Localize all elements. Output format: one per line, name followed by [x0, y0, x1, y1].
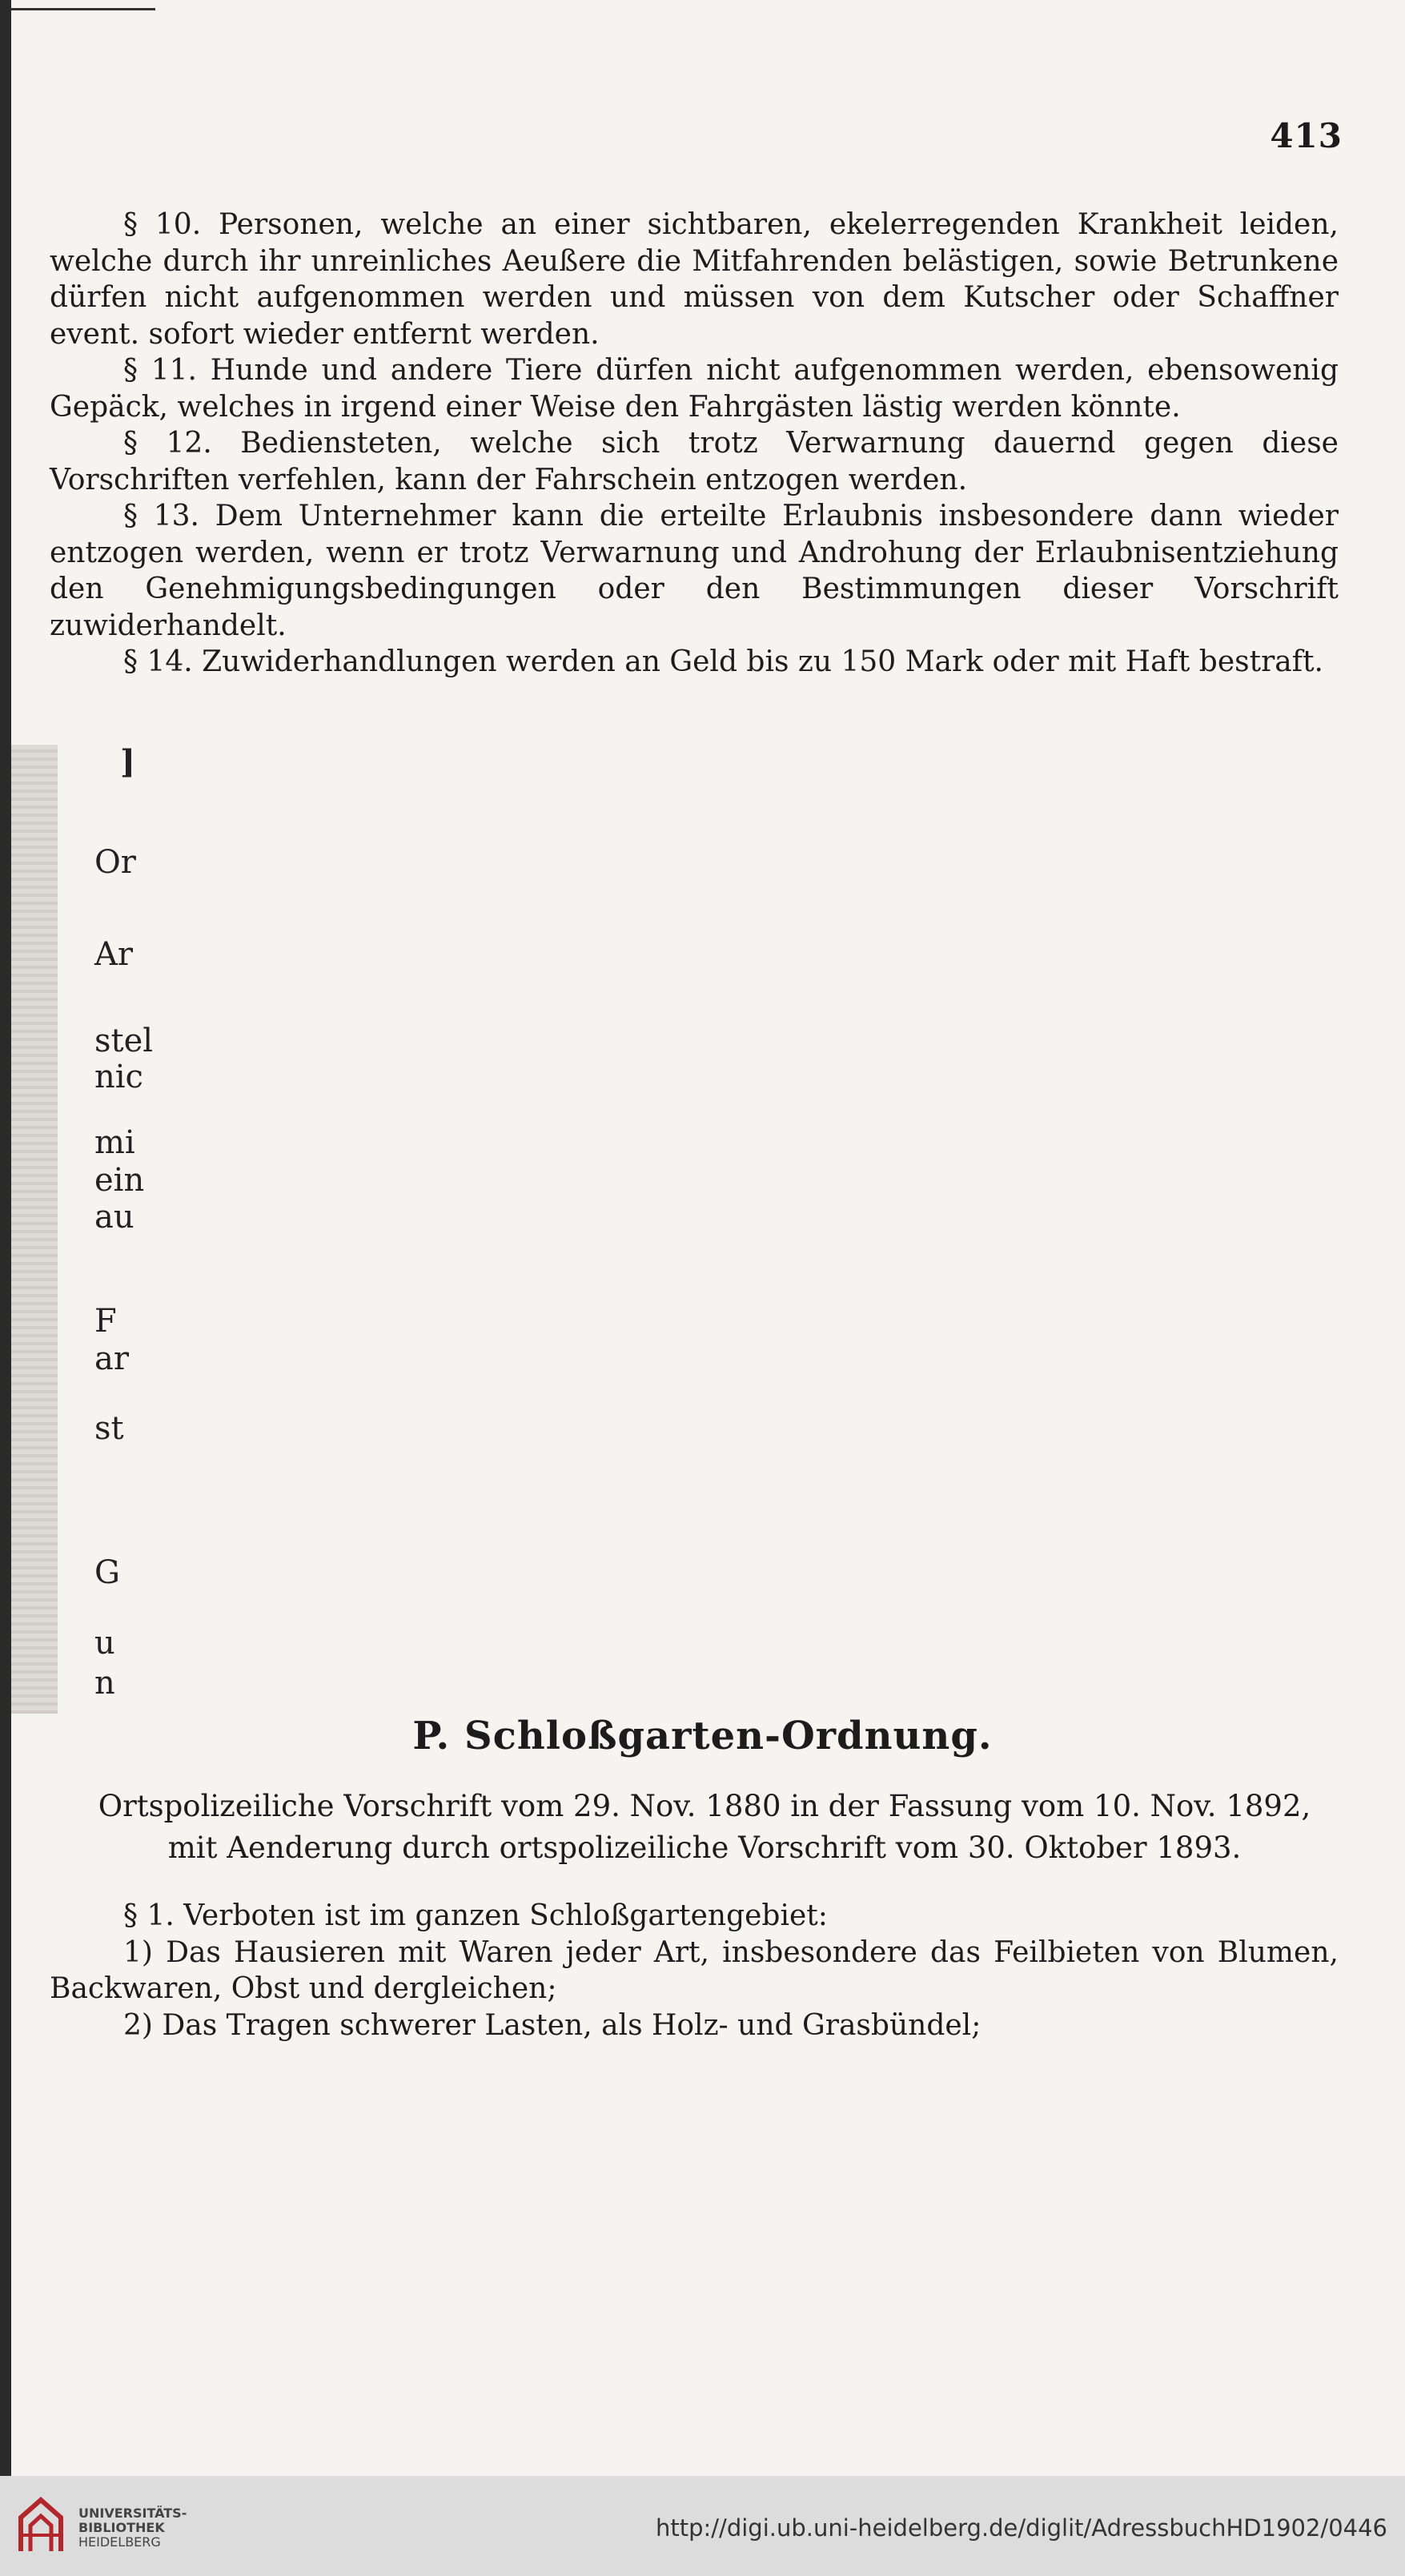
- binding-fragment: n: [94, 1665, 115, 1702]
- top-rule: [11, 8, 155, 10]
- subtitle-line: Ortspolizeiliche Vorschrift vom 29. Nov. 1880 in der Fassung vom 10. Nov. 1892,: [98, 1789, 1311, 1823]
- binding-fragment: G: [94, 1554, 120, 1591]
- binding-fragment: st: [94, 1410, 124, 1447]
- binding-fragment: F: [94, 1303, 117, 1340]
- library-name: [78, 2506, 187, 2550]
- library-name-line: HEIDELBERG: [78, 2534, 161, 2550]
- binding-fragment: ein: [94, 1162, 145, 1199]
- binding-fragment: au: [94, 1199, 134, 1236]
- section-subtitle: [48, 1786, 1361, 1869]
- binding-fragment: ]: [120, 743, 135, 781]
- binding-fragment: Or: [94, 844, 136, 881]
- binding-fragment: nic: [94, 1059, 143, 1095]
- subtitle-line: mit Aenderung durch ortspolizeiliche Vorschrift vom 30. Oktober 1893.: [167, 1831, 1242, 1865]
- section-heading: P. Schloßgarten-Ordnung.: [412, 1714, 993, 1758]
- binding-fragment: mi: [94, 1124, 135, 1161]
- upper-text-block: [50, 207, 1339, 681]
- binding-fragment: Ar: [94, 936, 134, 973]
- binding-fragment: u: [94, 1625, 115, 1662]
- footer-bar: [0, 2476, 1405, 2576]
- paragraph-11: § 11. Hunde und andere Tiere dürfen nicht aufgenommen werden, ebensowenig Gepäck, welches in irgend einer Weise den Fahrgästen lästig werden könnte.: [50, 354, 1339, 424]
- list-item: 2) Das Tragen schwerer Lasten, als Holz- und Grasbündel;: [123, 2008, 981, 2042]
- binding-fragment: ar: [94, 1340, 129, 1377]
- paragraph-1: § 1. Verboten ist im ganzen Schloßgartengebiet:: [123, 1899, 828, 1932]
- binding-fragment: stel: [94, 1023, 154, 1059]
- page-number: 413: [1270, 116, 1343, 155]
- source-url-link[interactable]: http://digi.ub.uni-heidelberg.de/diglit/AdressbuchHD1902/0446: [655, 2514, 1387, 2542]
- library-name-line: UNIVERSITÄTS-: [78, 2506, 187, 2521]
- binding-strip: [11, 745, 58, 1714]
- paragraph-12: § 12. Bediensteten, welche sich trotz Verwarnung dauernd gegen diese Vorschriften verfehlen, kann der Fahrschein entzogen werden.: [50, 427, 1339, 496]
- paragraph-10: § 10. Personen, welche an einer sichtbaren, ekelerregenden Krankheit leiden, welche durch ihr unreinliches Aeußere die Mitfahrenden belästigen, sowie Betrunkene dürfen nicht aufgenommen werden und müssen von dem Kutscher oder Schaffner event. sofort wieder entfernt werden.: [50, 208, 1339, 351]
- paragraph-14: § 14. Zuwiderhandlungen werden an Geld bis zu 150 Mark oder mit Haft bestraft.: [123, 645, 1323, 678]
- binding-fold: [0, 743, 154, 1714]
- lower-text-block: [50, 1898, 1339, 2044]
- library-name-line: BIBLIOTHEK: [78, 2520, 165, 2535]
- university-logo-icon[interactable]: [14, 2494, 67, 2558]
- paragraph-13: § 13. Dem Unternehmer kann die erteilte Erlaubnis insbesondere dann wieder entzogen werden, wenn er trotz Verwarnung und Androhung der Erlaubnisentziehung den Genehmigungsbedingungen oder den Bestimmungen dieser Vorschrift zuwiderhandelt.: [50, 500, 1339, 642]
- list-item: 1) Das Hausieren mit Waren jeder Art, insbesondere das Feilbieten von Blumen, Backwaren, Obst und dergleichen;: [50, 1935, 1339, 2005]
